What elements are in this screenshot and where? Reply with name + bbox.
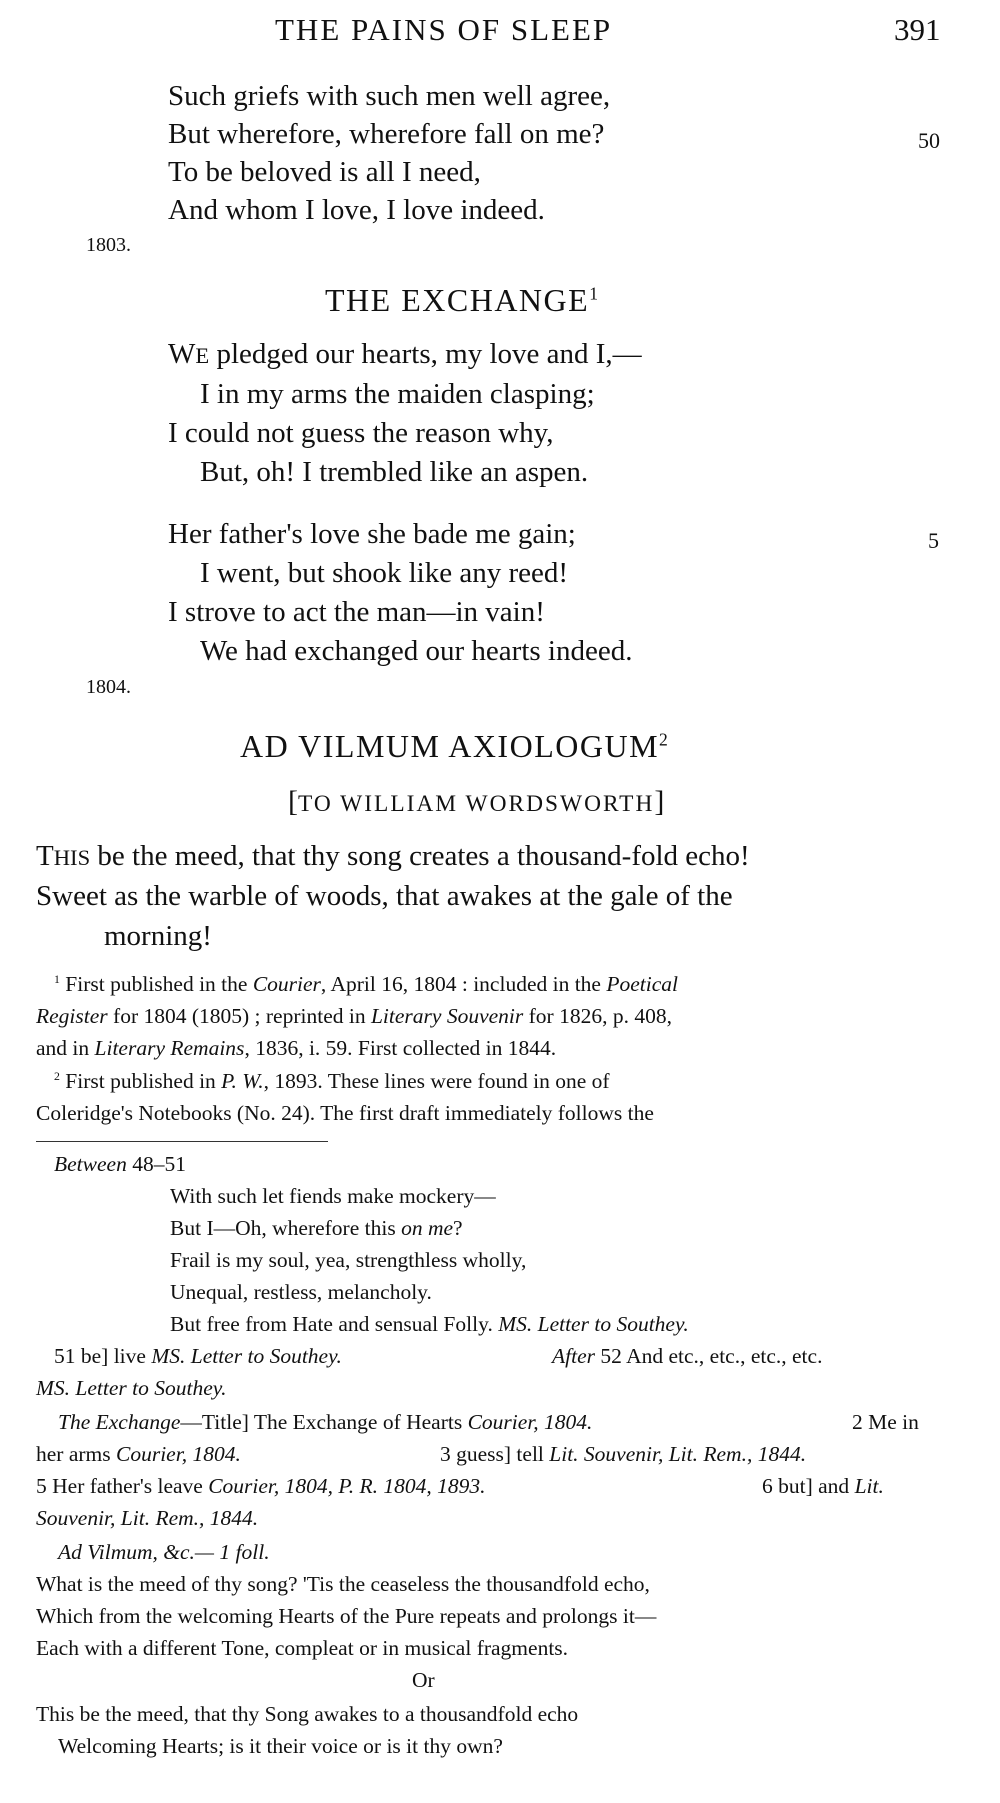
verse-line: Sweet as the warble of woods, that awakes at the gale of the	[36, 880, 733, 912]
variant-line: 51 be] live MS. Letter to Southey.	[54, 1344, 342, 1368]
verse-line: THIS be the meed, that thy song creates a thousand-fold echo!	[36, 840, 750, 872]
draft-line: Which from the welcoming Hearts of the Pure repeats and prolongs it—	[36, 1604, 657, 1628]
variant-label: Ad Vilmum, &c.— 1 foll.	[58, 1540, 270, 1564]
verse-line: We had exchanged our hearts indeed.	[200, 635, 633, 667]
variant-source: MS. Letter to Southey.	[36, 1376, 227, 1400]
poem-date: 1803.	[86, 234, 131, 256]
draft-or: Or	[412, 1668, 435, 1692]
variant-line: But free from Hate and sensual Folly. MS. Letter to Southey.	[170, 1312, 689, 1336]
variant-line: 3 guess] tell Lit. Souvenir, Lit. Rem., 1844.	[440, 1442, 807, 1466]
variant-line: After 52 And etc., etc., etc., etc.	[552, 1344, 823, 1368]
verse-line: Her father's love she bade me gain;	[168, 518, 576, 550]
variant-line: 6 but] and Lit.	[762, 1474, 884, 1498]
verse-line: I strove to act the man—in vain!	[168, 596, 545, 628]
variant-line: The Exchange—Title] The Exchange of Hearts Courier, 1804.	[58, 1410, 593, 1434]
footnote-divider	[36, 1141, 328, 1142]
poem-title: THE EXCHANGE$^1$	[325, 282, 600, 318]
variant-line: 2 Me in	[852, 1410, 919, 1434]
poem-title: AD VILMUM AXIOLOGUM$^2$	[240, 728, 670, 764]
variant-line: With such let fiends make mockery—	[170, 1184, 496, 1208]
poem-date: 1804.	[86, 676, 131, 698]
verse-line: I could not guess the reason why,	[168, 417, 554, 449]
variant-line: Frail is my soul, yea, strengthless wholly,	[170, 1248, 527, 1272]
verse-line: I went, but shook like any reed!	[200, 557, 569, 589]
verse-line: morning!	[104, 920, 212, 952]
variant-line: 5 Her father's leave Courier, 1804, P. R. 1804, 1893.	[36, 1474, 486, 1498]
page-number: 391	[894, 12, 941, 47]
footnote-2: $^2$ First published in P. W., 1893. These lines were found in one of	[54, 1068, 610, 1093]
footnote-1: Register for 1804 (1805) ; reprinted in Literary Souvenir for 1826, p. 408,	[36, 1004, 672, 1028]
verse-line: To be beloved is all I need,	[168, 156, 481, 188]
draft-line: Welcoming Hearts; is it their voice or is it thy own?	[58, 1734, 503, 1758]
footnote-2: Coleridge's Notebooks (No. 24). The first draft immediately follows the	[36, 1101, 654, 1125]
poem-subtitle: [TO WILLIAM WORDSWORTH]	[288, 785, 665, 818]
variant-label: Between 48–51	[54, 1152, 186, 1176]
variant-line: Unequal, restless, melancholy.	[170, 1280, 432, 1304]
draft-line: What is the meed of thy song? 'Tis the ceaseless the thousandfold echo,	[36, 1572, 650, 1596]
verse-line: Such griefs with such men well agree,	[168, 80, 611, 112]
running-title: THE PAINS OF SLEEP	[275, 12, 613, 47]
footnote-1: and in Literary Remains, 1836, i. 59. First collected in 1844.	[36, 1036, 557, 1060]
verse-line: I in my arms the maiden clasping;	[200, 378, 595, 410]
verse-line: WE pledged our hearts, my love and I,—	[168, 338, 642, 370]
verse-line: But wherefore, wherefore fall on me?	[168, 118, 605, 150]
variant-line: her arms Courier, 1804.	[36, 1442, 241, 1466]
footnote-mark: 1	[589, 283, 600, 304]
variant-line: But I—Oh, wherefore this on me?	[170, 1216, 463, 1240]
draft-line: Each with a different Tone, compleat or in musical fragments.	[36, 1636, 569, 1660]
footnote-mark: 2	[659, 729, 670, 750]
verse-line: And whom I love, I love indeed.	[168, 194, 545, 226]
line-number: 5	[928, 528, 939, 553]
variant-source: Souvenir, Lit. Rem., 1844.	[36, 1506, 259, 1530]
draft-line: This be the meed, that thy Song awakes to a thousandfold echo	[36, 1702, 579, 1726]
footnote-1: $^1$ First published in the Courier, April 16, 1804 : included in the Poetical	[54, 971, 678, 996]
verse-line: But, oh! I trembled like an aspen.	[200, 456, 589, 488]
line-number: 50	[918, 128, 940, 153]
